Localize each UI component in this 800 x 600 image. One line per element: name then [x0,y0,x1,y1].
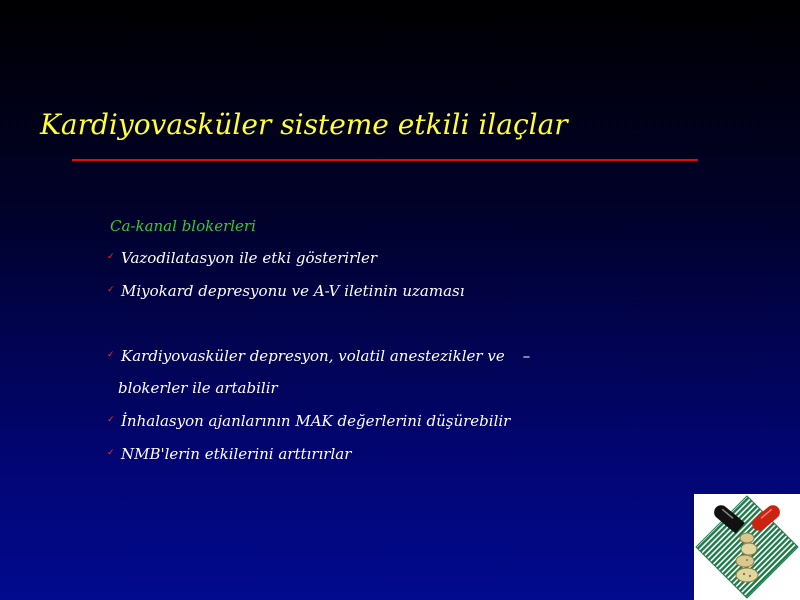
bullet-continuation: blokerler ile artabilir [118,379,278,397]
bullet-text: İnhalasyon ajanlarının MAK değerlerini düşürebilir [121,412,511,430]
bullet-item [107,445,351,463]
bullet-item [107,412,510,430]
bullet-item [107,347,530,365]
bullet-text: Kardiyovasküler depresyon, volatil anestezikler ve [121,347,505,365]
check-bullet-icon: ✓ [107,350,115,360]
bullet-item [107,249,377,267]
check-bullet-icon: ✓ [107,415,115,425]
check-bullet-icon: ✓ [107,448,115,458]
bullet-text: Vazodilatasyon ile etki gösterirler [121,249,378,267]
bullet-trailing-dash: – [522,347,531,365]
slide-title: Kardiyovasküler sisteme etkili ilaçlar [40,108,568,141]
check-bullet-icon: ✓ [107,285,115,295]
bullet-text: Miyokard depresyonu ve A-V iletinin uzaması [121,282,465,300]
logo-graphic [694,494,800,600]
bullet-text: NMB'lerin etkilerini arttırırlar [121,445,352,463]
bullet-item [107,282,465,300]
check-bullet-icon: ✓ [107,252,115,262]
pharmacy-capsule-logo-icon [694,494,800,600]
section-heading: Ca-kanal blokerleri [110,217,256,235]
